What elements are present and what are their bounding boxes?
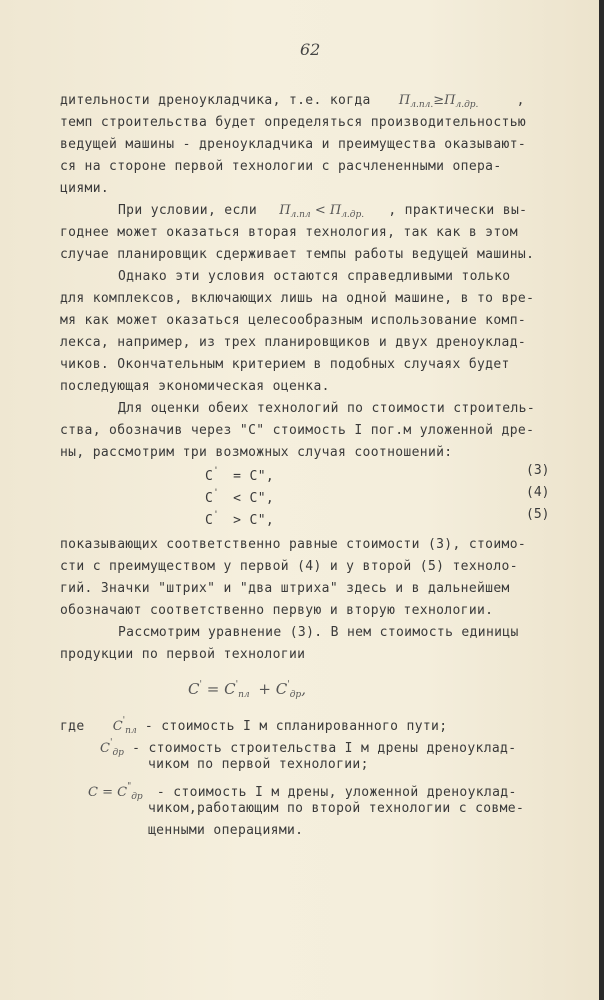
text-line: При условии, если $П_{л.пл} < П_{л.др.}$ , практически вы- bbox=[118, 203, 528, 220]
main-formula: $С' = С'_{пл} + С'_{др}$, bbox=[188, 680, 306, 700]
equation: С' > С", bbox=[205, 510, 275, 528]
text-line: показывающих соответственно равные стоимости (3), стоимо- bbox=[60, 537, 527, 552]
equation-number: (5) bbox=[526, 507, 550, 522]
equation-number: (3) bbox=[526, 463, 550, 478]
text-line: мя как может оказаться целесообразным использование комп- bbox=[60, 313, 527, 328]
equation-number: (4) bbox=[526, 485, 550, 500]
page-number: 62 bbox=[300, 40, 321, 59]
definition-line: где $С'_{пл}$ - стоимость I м спланированного пути; bbox=[60, 716, 448, 736]
text-line: гий. Значки "штрих" и "два штриха" здесь и в дальнейшем bbox=[60, 581, 510, 596]
text-line: обозначают соответственно первую и вторую технологии. bbox=[60, 603, 494, 618]
definition-line: чиком по первой технологии; bbox=[148, 757, 369, 772]
text-line: ведущей машины - дреноукладчика и преимущества оказывают- bbox=[60, 137, 527, 152]
text-line: темп строительства будет определяться производительностью bbox=[60, 115, 527, 130]
text-line: лекса, например, из трех планировщиков и двух дреноуклад- bbox=[60, 335, 527, 350]
symbol-c-equals-c-dr: $С = С^"_{др}$ bbox=[88, 782, 143, 802]
equation: С' = С", bbox=[205, 466, 275, 484]
text-line: ства, обозначив через "С" стоимость I пог.м уложенной дре- bbox=[60, 423, 535, 438]
definition-line: чиком,работающим по второй технологии с совме- bbox=[148, 801, 525, 816]
text-line: ны, рассмотрим три возможных случая соотношений: bbox=[60, 445, 453, 460]
formula-inline: $П_{л.пл.}\ge П_{л.др.}$ bbox=[398, 93, 479, 110]
text-line: для комплексов, включающих лишь на одной машине, в то вре- bbox=[60, 291, 535, 306]
text-line: Однако эти условия остаются справедливыми только bbox=[118, 269, 511, 284]
text-line: дительности дреноукладчика, т.е. когда $П_{л.пл.}\ge П_{л.др.}$ , bbox=[60, 93, 525, 110]
text-line: случае планировщик сдерживает темпы работы ведущей машины. bbox=[60, 247, 535, 262]
text-line: чиков. Окончательным критерием в подобных случаях будет bbox=[60, 357, 510, 372]
text-line: годнее может оказаться вторая технология, так как в этом bbox=[60, 225, 518, 240]
scan-edge bbox=[599, 0, 604, 1000]
symbol-c-dr: $С'_{др}$ bbox=[100, 738, 124, 758]
text-line: сти с преимуществом у первой (4) и у второй (5) техноло- bbox=[60, 559, 518, 574]
definition-line: щенными операциями. bbox=[148, 823, 304, 838]
equation: С' < С", bbox=[205, 488, 275, 506]
text-line: продукции по первой технологии bbox=[60, 647, 306, 662]
text-line: Рассмотрим уравнение (3). В нем стоимость единицы bbox=[118, 625, 519, 640]
text-line: ся на стороне первой технологии с расчлененными опера- bbox=[60, 159, 502, 174]
definition-line: $С'_{др}$ - стоимость строительства I м дрены дреноуклад- bbox=[100, 738, 517, 758]
text-line: последующая экономическая оценка. bbox=[60, 379, 330, 394]
formula-inline: $П_{л.пл} < П_{л.др.}$ bbox=[279, 203, 365, 220]
text-line: Для оценки обеих технологий по стоимости строитель- bbox=[118, 401, 536, 416]
definition-line: $С = С^"_{др}$ - стоимость I м дрены, уложенной дреноуклад- bbox=[88, 782, 517, 802]
symbol-c-pl: $С'_{пл}$ bbox=[112, 716, 137, 736]
text-line: циями. bbox=[60, 181, 110, 196]
